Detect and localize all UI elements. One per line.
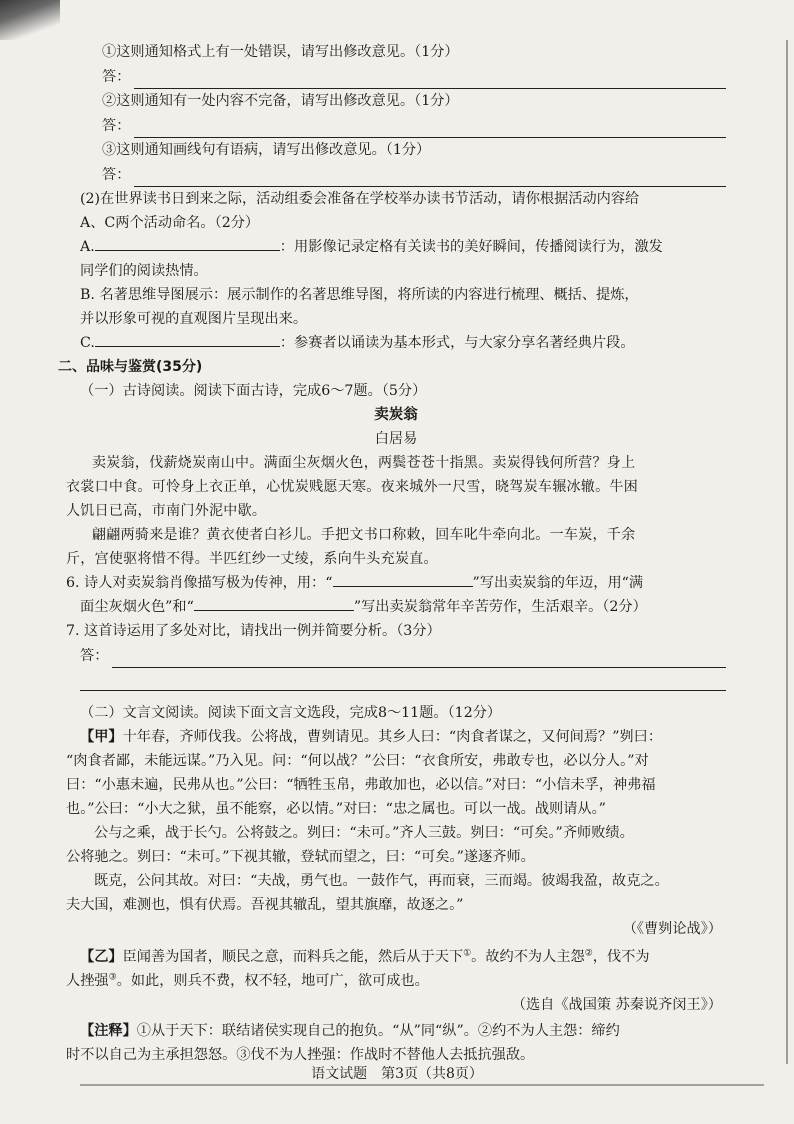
q6-text: 面尘灰烟火色”和“: [80, 599, 194, 615]
yi-tag: 【乙】: [80, 949, 123, 965]
answer-line[interactable]: [112, 651, 726, 668]
q7-answer-line2[interactable]: [66, 669, 726, 691]
activity-a-desc: ：用影像记录定格有关读书的美好瞬间，传播阅读行为，激发: [279, 239, 663, 255]
answer-label: 答：: [102, 69, 131, 85]
answer-label: 答：: [80, 648, 109, 664]
answer-line[interactable]: [134, 170, 726, 187]
yi-text: 。故约不为人主怨: [471, 949, 585, 965]
activity-c: [66, 331, 726, 355]
jia-line: 公将驰之。刿曰：“未可。”下视其辙，登轼而望之，曰：“可矣。”遂逐齐师。: [66, 849, 535, 865]
q5-sub1: ①这则通知格式上有一处错误，请写出修改意见。（1分）: [102, 44, 459, 60]
activity-b-line1: B. 名著思维导图展示：展示制作的名著思维导图，将所读的内容进行梳理、概括、提炼，: [80, 287, 639, 303]
yi-text: 。如此，则兵不费，权不轻，地可广，欲可成也。: [116, 973, 429, 989]
q7: 7. 这首诗运用了多处对比，请找出一例并简要分析。（3分）: [66, 623, 441, 639]
section-heading: 二、品味与鉴赏(35分): [58, 359, 203, 375]
jia-line: [66, 725, 726, 749]
note-tag: 【注释】: [80, 1023, 137, 1039]
answer-line[interactable]: [80, 674, 726, 691]
q5-sub2-answer[interactable]: [66, 114, 726, 138]
note-text: ①从于天下：联结诸侯实现自己的抱负。“从”同“纵”。②约不为人主怨：缔约: [136, 1023, 620, 1039]
activity-a-blank[interactable]: [95, 238, 280, 251]
q6-blank-1[interactable]: [333, 574, 473, 587]
activity-c-desc: ：参赛者以诵读为基本形式，与大家分享名著经典片段。: [279, 335, 635, 351]
activity-c-blank[interactable]: [95, 334, 280, 347]
footnote-mark: ②: [584, 948, 593, 959]
footnote-mark: ③: [108, 972, 117, 983]
q5-sub2: ②这则通知有一处内容不完备，请写出修改意见。（1分）: [102, 93, 459, 109]
jia-line: 公与之乘，战于长勺。公将鼓之。刿曰：“未可。”齐人三鼓。刿曰：“可矣。”齐师败绩。: [94, 825, 634, 841]
answer-line[interactable]: [134, 72, 726, 89]
answer-label: 答：: [102, 167, 131, 183]
q5-part2-line2: A、C两个活动命名。（2分）: [80, 215, 260, 231]
poem-line: 卖炭翁，伐薪烧炭南山中。满面尘灰烟火色，两鬓苍苍十指黑。卖炭得钱何所营？身上: [92, 455, 636, 471]
answer-line[interactable]: [134, 121, 726, 138]
prose-intro: （二）文言文阅读。阅读下面文言文选段，完成8～11题。（12分）: [80, 705, 502, 721]
footnote-mark: ①: [463, 948, 472, 959]
yi-source: （选自《战国策 苏秦说齐闵王》）: [511, 997, 722, 1013]
activity-b-line2: 并以形象可视的直观图片呈现出来。: [80, 311, 308, 327]
exam-page: [58, 40, 726, 1067]
page-footer: 语文试题 第3页（共8页）: [311, 1066, 483, 1082]
activity-a-label: A.: [80, 239, 95, 255]
poem-line: 人饥日已高，市南门外泥中歇。: [66, 503, 267, 519]
page-edge-right: [786, 40, 788, 1064]
jia-line: 既克，公问其故。对曰：“夫战，勇气也。一鼓作气，再而衰，三而竭。彼竭我盈，故克之。: [94, 873, 669, 889]
jia-source: （《曹刿论战》）: [622, 921, 722, 937]
jia-tag: 【甲】: [80, 729, 123, 745]
poem-line: 翩翩两骑来是谁？黄衣使者白衫儿。手把文书口称敕，回车叱牛牵向北。一车炭，千余: [92, 527, 636, 543]
yi-text: 人挫强: [66, 973, 109, 989]
note-line1: [66, 1019, 726, 1043]
activity-a-desc-2: 同学们的阅读热情。: [80, 263, 208, 279]
yi-line1: [66, 945, 726, 969]
jia-line: 夫大国，难测也，惧有伏焉。吾视其辙乱，望其旗靡，故逐之。”: [66, 897, 464, 913]
jia-text: 十年春，齐师伐我。公将战，曹刿请见。其乡人曰：“肉食者谋之，又何间焉？”刿曰：: [122, 729, 663, 745]
activity-a: [66, 235, 726, 259]
q6-line2: [66, 595, 726, 619]
jia-line: “肉食者鄙，未能远谋。”乃入见。问：“何以战？”公曰：“衣食所安，弗敢专也，必以分人。”对: [66, 753, 649, 769]
activity-c-label: C.: [80, 335, 95, 351]
yi-line2: [66, 969, 726, 993]
page-corner-shadow: [0, 0, 60, 40]
note-line2: 时不以自己为主承担怨怒。③伐不为人挫强：作战时不替他人去抵抗强敌。: [66, 1047, 535, 1063]
answer-label: 答：: [102, 118, 131, 134]
q5-part2-line1: (2)在世界读书日到来之际，活动组委会准备在学校举办读书节活动，请你根据活动内容给: [80, 191, 640, 207]
q5-sub3-answer[interactable]: [66, 163, 726, 187]
poem-title: 卖炭翁: [374, 407, 418, 423]
poem-line: 衣裳口中食。可怜身上衣正单，心忧炭贱愿天寒。夜来城外一尺雪，晓驾炭车辗冰辙。牛困: [66, 479, 638, 495]
poem-line: 斤，宫使驱将惜不得。半匹红纱一丈绫，系向牛头充炭直。: [66, 551, 438, 567]
yi-text: ，伐不为: [592, 949, 650, 965]
jia-line: 也。”公曰：“小大之狱，虽不能察，必以情。”对曰：“忠之属也。可以一战。战则请从。”: [66, 801, 606, 817]
poem-intro: （一）古诗阅读。阅读下面古诗，完成6～7题。（5分）: [80, 383, 427, 399]
poem-author: 白居易: [374, 431, 418, 447]
q6-text: ”写出卖炭翁的年迈，用“满: [472, 575, 644, 591]
q6-text: 6. 诗人对卖炭翁肖像描写极为传神，用：“: [66, 575, 333, 591]
poem-body: [66, 451, 726, 571]
q6-text: ”写出卖炭翁常年辛苦劳作，生活艰辛。（2分）: [353, 599, 647, 615]
q6-line1: [66, 571, 726, 595]
q5-sub1-answer[interactable]: [66, 65, 726, 89]
yi-text: 臣闻善为国者，顺民之意，而料兵之能，然后从于天下: [122, 949, 464, 965]
q7-answer[interactable]: [66, 644, 726, 668]
jia-line: 曰：“小惠未遍，民弗从也。”公曰：“牺牲玉帛，弗敢加也，必以信。”对曰：“小信未孚，神弗福: [66, 777, 656, 793]
q6-blank-2[interactable]: [194, 598, 354, 611]
page-edge-bottom: [80, 1084, 764, 1086]
q5-sub3: ③这则通知画线句有语病，请写出修改意见。（1分）: [102, 142, 431, 158]
